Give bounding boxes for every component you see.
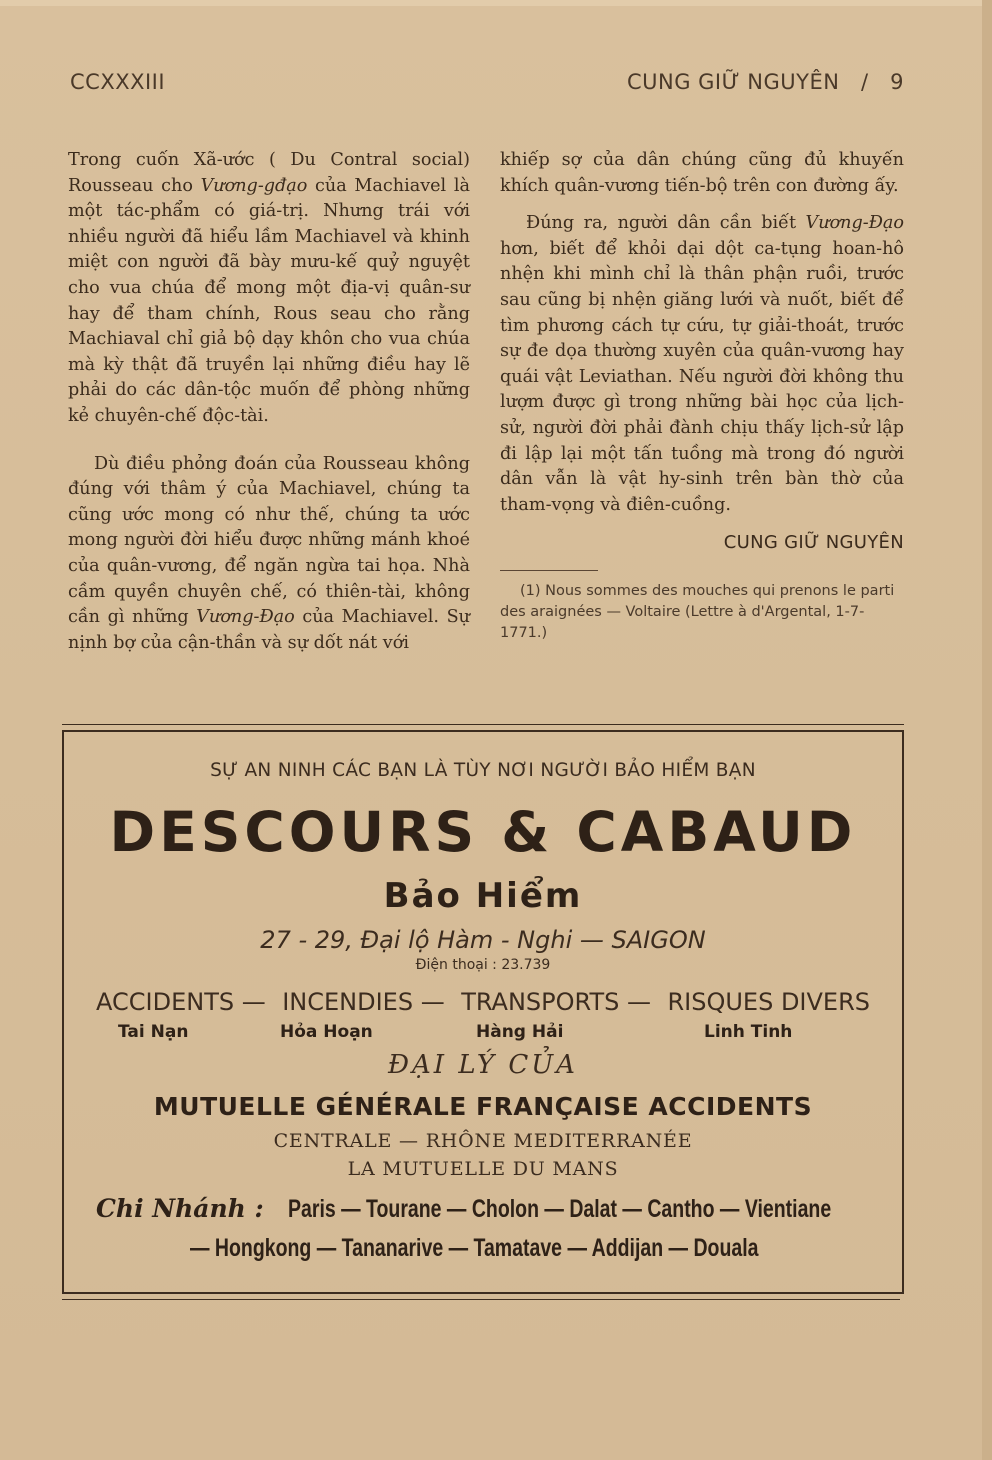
ad-branches-line1 [96, 1194, 870, 1224]
branches-list: Paris — Tourane — Cholon — Dalat — Cantho — Vientiane [287, 1195, 831, 1223]
category-vn: Hỏa Hoạn [280, 1022, 373, 1042]
text: của Machiavel là một tác-phẩm có giá-trị. Nhưng trái với nhiều người đã hiểu lầm Machiavel và khinh miệt con người đã bày mưu-kế quỷ nguyệt cho vua chúa để mong một địa-vị quân-sư hay để tham chính, Rous seau cho rằng Machiaval chỉ giả bộ dạy khôn cho vua chúa mà kỳ thật đã truyền lại những điều hay lẽ phải do các dân-tộc muốn để phòng những kẻ chuyên-chế độc-tài. [68, 175, 470, 426]
italic-title: Vương-Đạo [196, 607, 295, 628]
category-fr: RISQUES DIVERS [667, 988, 870, 1016]
category-vn: Tai Nạn [118, 1022, 189, 1042]
ad-centrale: CENTRALE — RHÔNE MEDITERRANÉE [273, 1130, 693, 1152]
category-vn: Hàng Hải [476, 1022, 564, 1042]
text: hơn, biết để khỏi dại dột ca-tụng hoan-hô nhện khi mình chỉ là thân phận ruồi, trước sau cũng bị nhện giăng lưới và nuốt, biết để tìm phương cách tự cứu, tự giải-thoát, trước sự đe dọa thường xuyên của quân-vương hay quái vật Leviathan. Nếu người đời không thu lượm được gì trong những bài học của lịch-sử, người đời phải đành chịu thấy lịch-sử lập đi lập lại một tấn tuồng mà trong đó người dân vẫn là vật hy-sinh trên bàn thờ của tham-vọng và điên-cuồng. [500, 238, 904, 515]
insurance-advertisement [62, 730, 904, 1294]
text: Dù điều phỏng đoán của Rousseau không đúng với thâm ý của Machiavel, chúng ta cũng ước mong có như thế, chúng ta ước mong người đời hiểu được những mánh khoé của quân-vương, để ngăn ngừa tai họa. Nhà cầm quyền chuyên chế, có thiên-tài, không cần gì những [68, 453, 470, 628]
category-fr: INCENDIES — [282, 988, 445, 1016]
ad-bottom-rule [62, 1299, 900, 1300]
running-header [627, 70, 904, 94]
page-top-edge [0, 0, 992, 6]
italic-title: Vương-Đạo [805, 213, 904, 234]
text: của Machiavel. Sự nịnh bợ của cận-thần và sự dốt nát với [68, 607, 470, 653]
paragraph [68, 452, 470, 657]
ad-brand: DESCOURS & CABAUD [109, 800, 857, 864]
italic-title: Vương-gđạo [200, 175, 308, 196]
ad-branches-line2: — Hongkong — Tananarive — Tamatave — Addijan — Douala [190, 1234, 759, 1262]
ad-tagline: SỰ AN NINH CÁC BẠN LÀ TÙY NƠI NGƯỜI BẢO HIỂM BẠN [210, 760, 756, 781]
ad-agent-of: ĐẠI LÝ CỦA [388, 1050, 578, 1080]
category-fr: TRANSPORTS — [461, 988, 651, 1016]
paragraph: khiếp sợ của dân chúng cũng đủ khuyến khích quân-vương tiến-bộ trên con đường ấy. [500, 150, 904, 196]
ad-phone: Điện thoại : 23.739 [415, 957, 551, 973]
ad-mutuelle-mans: LA MUTUELLE DU MANS [347, 1158, 619, 1180]
article-column-right [500, 148, 904, 644]
paragraph [68, 148, 470, 430]
article-column-left [68, 148, 470, 668]
section-number: CCXXXIII [70, 70, 166, 94]
page-number: 9 [890, 70, 904, 94]
author-signature: CUNG GIỮ NGUYÊN [723, 532, 904, 554]
branches-label: Chi Nhánh : [96, 1194, 264, 1223]
ad-categories-french [96, 988, 870, 1016]
text: Trong cuốn Xã-ước ( Du Contral social) Rousseau cho [68, 150, 470, 196]
running-title: CUNG GIỮ NGUYÊN [626, 70, 840, 94]
footnote: (1) Nous sommes des mouches qui prenons le parti des araignées — Voltaire (Lettre à d'Argental, 1-7-1771.) [500, 582, 895, 641]
page-right-edge [982, 0, 992, 1460]
category-fr: ACCIDENTS — [96, 988, 266, 1016]
ad-categories-vietnamese [64, 1022, 902, 1044]
page-header [70, 70, 904, 104]
paragraph [500, 211, 904, 518]
text: Đúng ra, người dân cần biết [526, 213, 806, 234]
footnote-divider [500, 570, 598, 571]
ad-subtitle: Bảo Hiểm [383, 876, 583, 916]
ad-company: MUTUELLE GÉNÉRALE FRANÇAISE ACCIDENTS [153, 1092, 813, 1121]
category-vn: Linh Tinh [704, 1022, 793, 1042]
ad-address: 27 - 29, Đại lộ Hàm - Nghi — SAIGON [260, 926, 706, 954]
header-separator: / [846, 70, 883, 94]
ad-top-rule [62, 724, 904, 725]
